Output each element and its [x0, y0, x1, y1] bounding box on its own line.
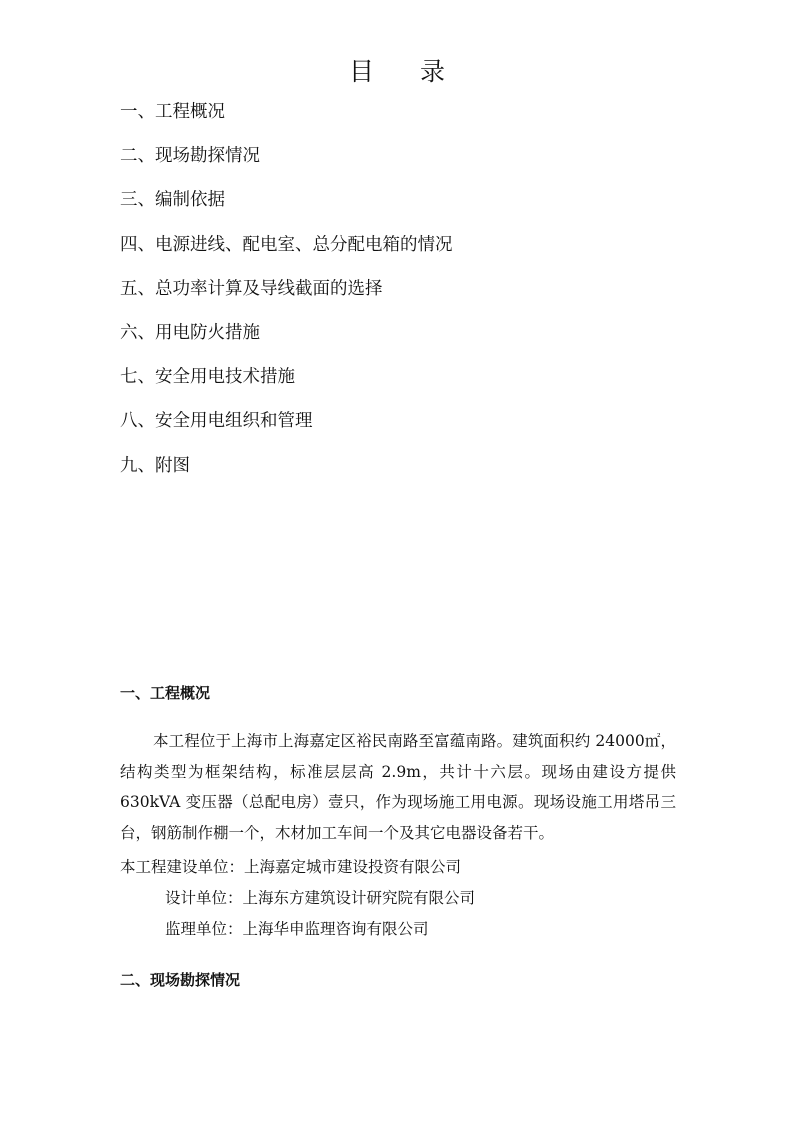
supervisor-line: 监理单位：上海华申监理咨询有限公司 [165, 920, 429, 938]
toc-item: 二、现场勘探情况 [120, 146, 260, 167]
section-heading-project-overview: 一、工程概况 [120, 684, 211, 702]
toc-item: 四、电源进线、配电室、总分配电箱的情况 [120, 234, 453, 255]
toc-item: 六、用电防火措施 [120, 322, 260, 343]
project-overview-paragraph: 本工程位于上海市上海嘉定区裕民南路至富蕴南路。建筑面积约 24000㎡，结构类型为框架结构，标准层层高 2.9m，共计十六层。现场由建设方提供 630kVA 变压器（总配电房）壹只，作为现场施工用电源。现场设施工用塔吊三台，钢筋制作棚一个，木材加工车间一个及其它电器设备若干。 [120, 732, 676, 842]
toc-item: 一、工程概况 [120, 102, 225, 122]
toc-item: 八、安全用电组织和管理 [120, 411, 313, 432]
designer-line: 设计单位：上海东方建筑设计研究院有限公司 [165, 889, 476, 907]
toc-item: 五、总功率计算及导线截面的选择 [120, 278, 383, 299]
section-heading-site-survey: 二、现场勘探情况 [120, 971, 241, 989]
toc-item: 三、编制依据 [120, 190, 225, 211]
toc-title: 目录 [348, 57, 491, 86]
toc-item: 七、安全用电技术措施 [120, 367, 295, 388]
toc-item: 九、附图 [120, 455, 190, 476]
table-of-contents [120, 100, 453, 498]
builder-line: 本工程建设单位：上海嘉定城市建设投资有限公司 [120, 858, 462, 876]
